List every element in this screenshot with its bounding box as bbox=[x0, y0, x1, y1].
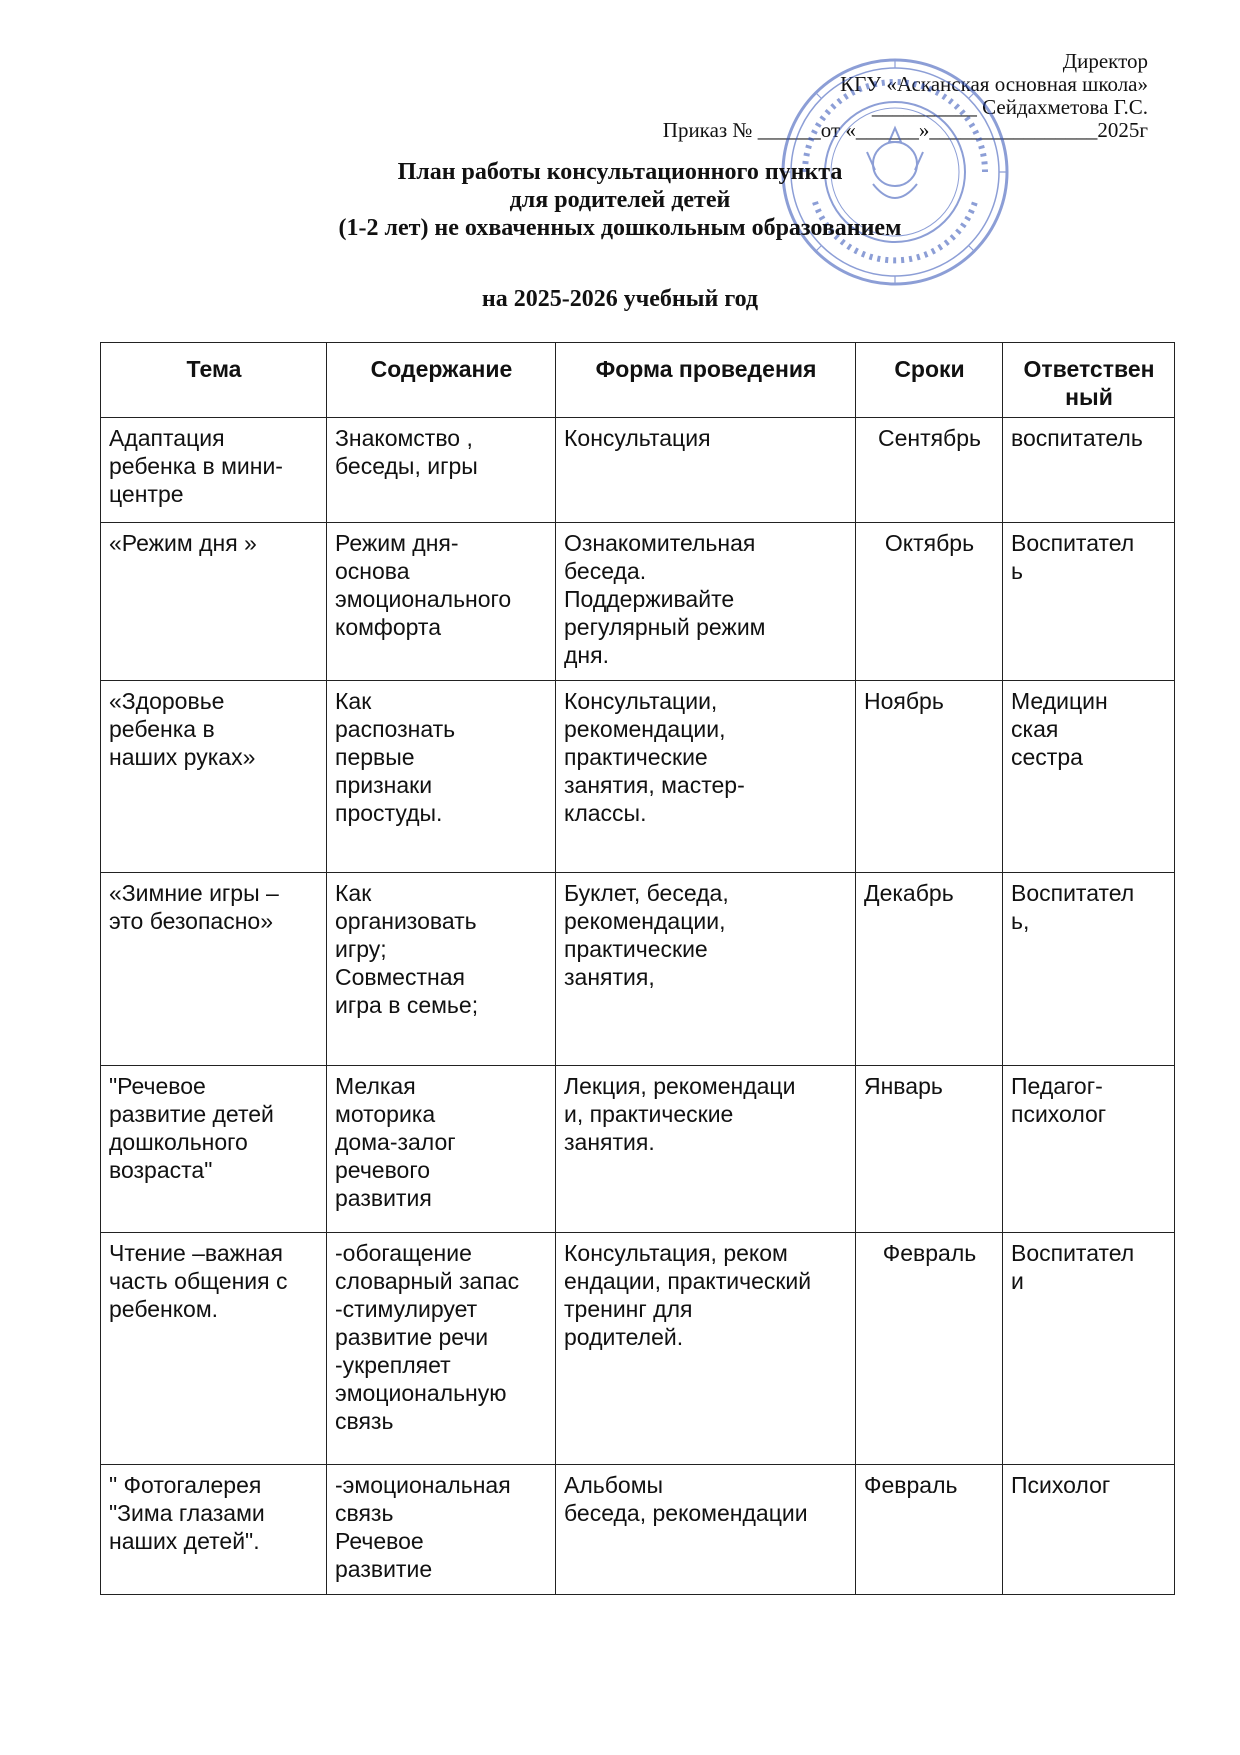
cell-dates: Январь bbox=[856, 1066, 1003, 1233]
cell-theme: " Фотогалерея "Зима глазами наших детей". bbox=[101, 1465, 327, 1595]
cell-theme: Чтение –важная часть общения с ребенком. bbox=[101, 1233, 327, 1465]
cell-theme: «Режим дня » bbox=[101, 523, 327, 681]
cell-content: Как организовать игру; Совместная игра в семье; bbox=[327, 873, 556, 1066]
title-line-3: (1-2 лет) не охваченных дошкольным образованием bbox=[338, 215, 902, 241]
approval-school: КГУ «Асканская основная школа» bbox=[840, 72, 1148, 96]
cell-theme: "Речевое развитие детей дошкольного возраста" bbox=[101, 1066, 327, 1233]
title-line-2: для родителей детей bbox=[509, 187, 731, 213]
table-row bbox=[101, 1066, 1175, 1233]
header-theme: Тема bbox=[101, 343, 327, 418]
table-row bbox=[101, 418, 1175, 523]
header-form: Форма проведения bbox=[556, 343, 856, 418]
table-row bbox=[101, 523, 1175, 681]
cell-theme: «Зимние игры – это безопасно» bbox=[101, 873, 327, 1066]
cell-dates: Ноябрь bbox=[856, 681, 1003, 873]
cell-dates: Февраль bbox=[856, 1465, 1003, 1595]
cell-responsible: Медицин ская сестра bbox=[1003, 681, 1175, 873]
cell-dates: Декабрь bbox=[856, 873, 1003, 1066]
cell-responsible: Воспитател ь bbox=[1003, 523, 1175, 681]
table-row bbox=[101, 1233, 1175, 1465]
cell-content: Знакомство , беседы, игры bbox=[327, 418, 556, 523]
cell-responsible: Педагог- психолог bbox=[1003, 1066, 1175, 1233]
table-row bbox=[101, 873, 1175, 1066]
header-responsible: Ответствен ный bbox=[1003, 343, 1175, 418]
plan-table bbox=[100, 342, 1175, 1595]
document-title bbox=[180, 158, 1060, 242]
cell-responsible: Воспитател ь, bbox=[1003, 873, 1175, 1066]
approval-block bbox=[588, 50, 1148, 142]
cell-form: Буклет, беседа, рекомендации, практические занятия, bbox=[556, 873, 856, 1066]
approval-order-line: Приказ № ______от «______»________________2025г bbox=[662, 118, 1148, 142]
table-header-row bbox=[101, 343, 1175, 418]
cell-content: Как распознать первые признаки простуды. bbox=[327, 681, 556, 873]
approval-director: Директор bbox=[1062, 49, 1148, 73]
cell-form: Консультации, рекомендации, практические занятия, мастер- классы. bbox=[556, 681, 856, 873]
cell-theme: Адаптация ребенка в мини- центре bbox=[101, 418, 327, 523]
cell-form: Консультация bbox=[556, 418, 856, 523]
cell-dates: Октябрь bbox=[856, 523, 1003, 681]
cell-responsible: воспитатель bbox=[1003, 418, 1175, 523]
cell-responsible: Психолог bbox=[1003, 1465, 1175, 1595]
cell-form: Ознакомительная беседа. Поддерживайте регулярный режим дня. bbox=[556, 523, 856, 681]
cell-form: Лекция, рекомендаци и, практические занятия. bbox=[556, 1066, 856, 1233]
cell-responsible: Воспитател и bbox=[1003, 1233, 1175, 1465]
cell-dates: Февраль bbox=[856, 1233, 1003, 1465]
cell-form: Консультация, реком ендации, практический тренинг для родителей. bbox=[556, 1233, 856, 1465]
cell-content: Мелкая моторика дома-залог речевого развития bbox=[327, 1066, 556, 1233]
cell-theme: «Здоровье ребенка в наших руках» bbox=[101, 681, 327, 873]
school-year: на 2025-2026 учебный год bbox=[481, 286, 759, 312]
header-dates: Сроки bbox=[856, 343, 1003, 418]
cell-content: -эмоциональная связь Речевое развитие bbox=[327, 1465, 556, 1595]
cell-content: Режим дня- основа эмоционального комфорта bbox=[327, 523, 556, 681]
table-row bbox=[101, 681, 1175, 873]
cell-form: Альбомы беседа, рекомендации bbox=[556, 1465, 856, 1595]
approval-signature-line: __________ Сейдахметова Г.С. bbox=[871, 95, 1148, 119]
title-line-1: План работы консультационного пункта bbox=[397, 159, 843, 185]
cell-content: -обогащение словарный запас -стимулирует развитие речи -укрепляет эмоциональную связь bbox=[327, 1233, 556, 1465]
table-row bbox=[101, 1465, 1175, 1595]
cell-dates: Сентябрь bbox=[856, 418, 1003, 523]
header-content: Содержание bbox=[327, 343, 556, 418]
